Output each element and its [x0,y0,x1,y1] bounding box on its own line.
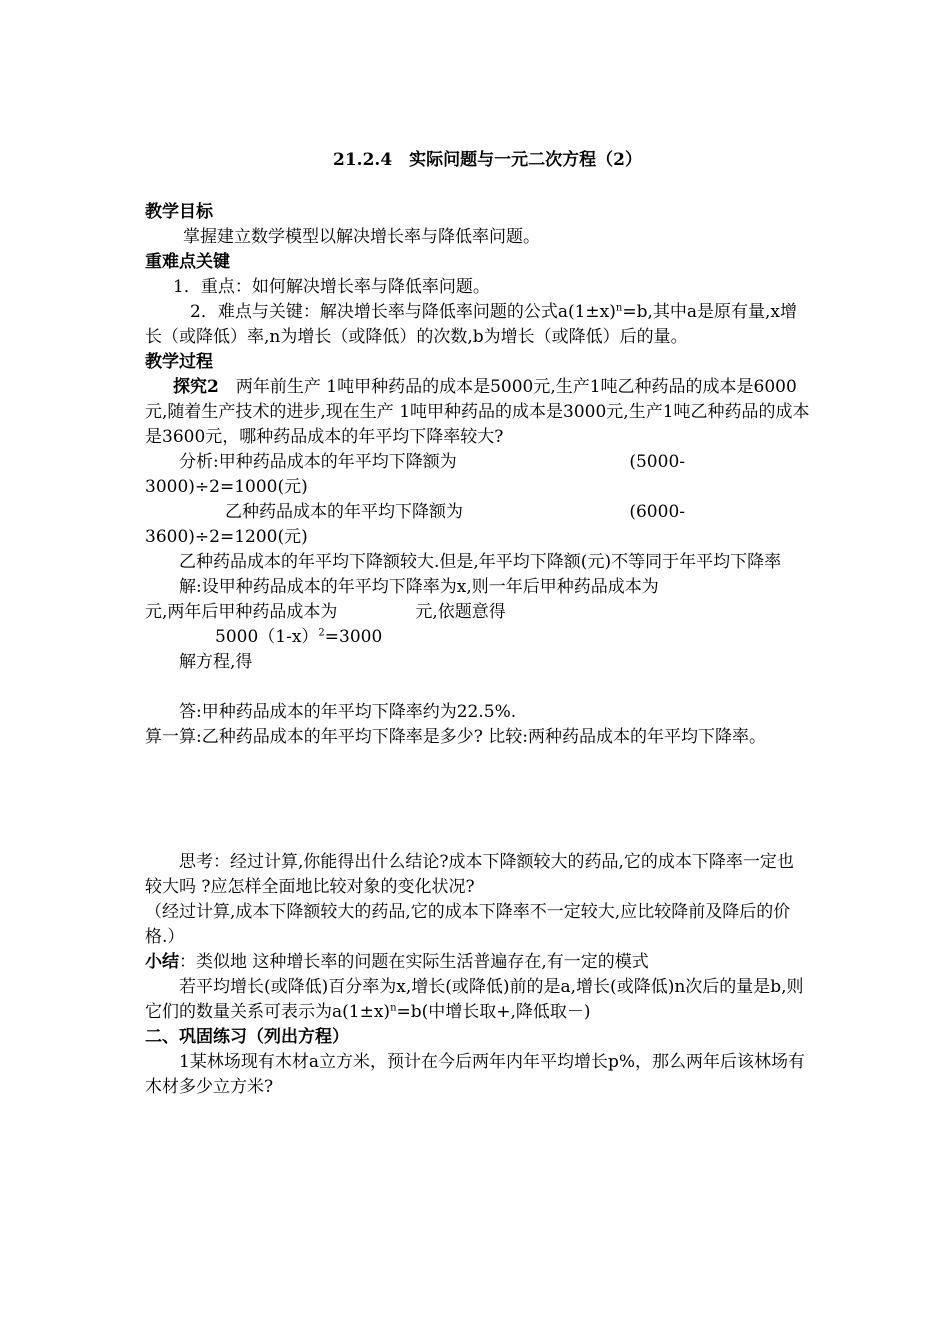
summary-paragraph: 小结：类似地 这种增长率的问题在实际生活普遍存在,有一定的模式 [145,952,649,972]
key-item-2: 2．难点与关键：解决增长率与降低率问题的公式$a(1\pm x)^n=b$,其中a是原有量,x增长（或降低）率,n为增长（或降低）的次数,b为增长（或降低）后的量。 [145,302,798,347]
solve-line-a: 解:设甲种药品成本的年平均下降率为x,则一年后甲种药品成本为 [179,577,659,597]
answer-line: 答:甲种药品成本的年平均下降率约为22.5%. [179,702,517,722]
analysis-line-1: 分析:甲种药品成本的年平均下降额为 (5000- [179,452,685,472]
solve-equation-line: 解方程,得 [179,652,253,672]
section-heading-key: 重难点关键 [145,252,230,272]
equation: $5000(1-x)^2=3000$ [215,627,383,647]
page-title: 21.2.4 实际问题与一元二次方程（2） [333,150,642,170]
goal-text: 掌握建立数学模型以解决增长率与降低率问题。 [183,227,540,247]
explore-label: 探究2 [173,377,219,397]
section-heading-process: 教学过程 [145,352,213,372]
think-paragraph: 思考：经过计算,你能得出什么结论?成本下降额较大的药品,它的成本下降率一定也较大吗 ?应怎样全面地比较对象的变化状况? [145,852,794,897]
section-heading-practice: 二、巩固练习（列出方程） [145,1027,349,1047]
rule-paragraph: 若平均增长(或降低)百分率为x,增长(或降低)前的是a,增长(或降低)n次后的量是b,则它们的数量关系可表示为$a(1\pm x)^n=b$(中增长取+,降低取－) [145,977,804,1022]
compare-paragraph: 乙种药品成本的年平均下降额较大.但是,年平均下降额(元)不等同于年平均下降率 [179,552,782,572]
solve-line-b: 元,两年后甲种药品成本为 元,依题意得 [145,602,506,622]
calc-paragraph: 算一算:乙种药品成本的年平均下降率是多少? 比较:两种药品成本的年平均下降率。 [145,727,766,747]
document-content [145,148,810,1100]
blank-gap [145,675,810,700]
analysis-line-1-cont: 3000)÷2=1000(元) [145,477,308,497]
analysis-line-2: 乙种药品成本的年平均下降额为 (6000- [225,502,685,522]
section-heading-goal: 教学目标 [145,202,213,222]
summary-label: 小结 [145,952,179,972]
practice-question-1: 1某林场现有木材a立方米，预计在今后两年内年平均增长p%，那么两年后该林场有木材多少立方米? [145,1052,805,1097]
explore-paragraph: 探究2 两年前生产 1吨甲种药品的成本是5000元,生产1吨乙种药品的成本是6000元,随着生产技术的进步,现在生产 1吨甲种药品的成本是3000元,生产1吨乙种药品的成本是3600元，哪种药品成本的年平均下降率较大? [145,377,810,447]
blank-gap-large [145,750,810,850]
key-item-1: 1．重点：如何解决增长率与降低率问题。 [173,277,490,297]
analysis-line-2-cont: 3600)÷2=1200(元) [145,527,308,547]
think-answer-paragraph: （经过计算,成本下降额较大的药品,它的成本下降率不一定较大,应比较降前及降后的价格.） [145,902,791,947]
